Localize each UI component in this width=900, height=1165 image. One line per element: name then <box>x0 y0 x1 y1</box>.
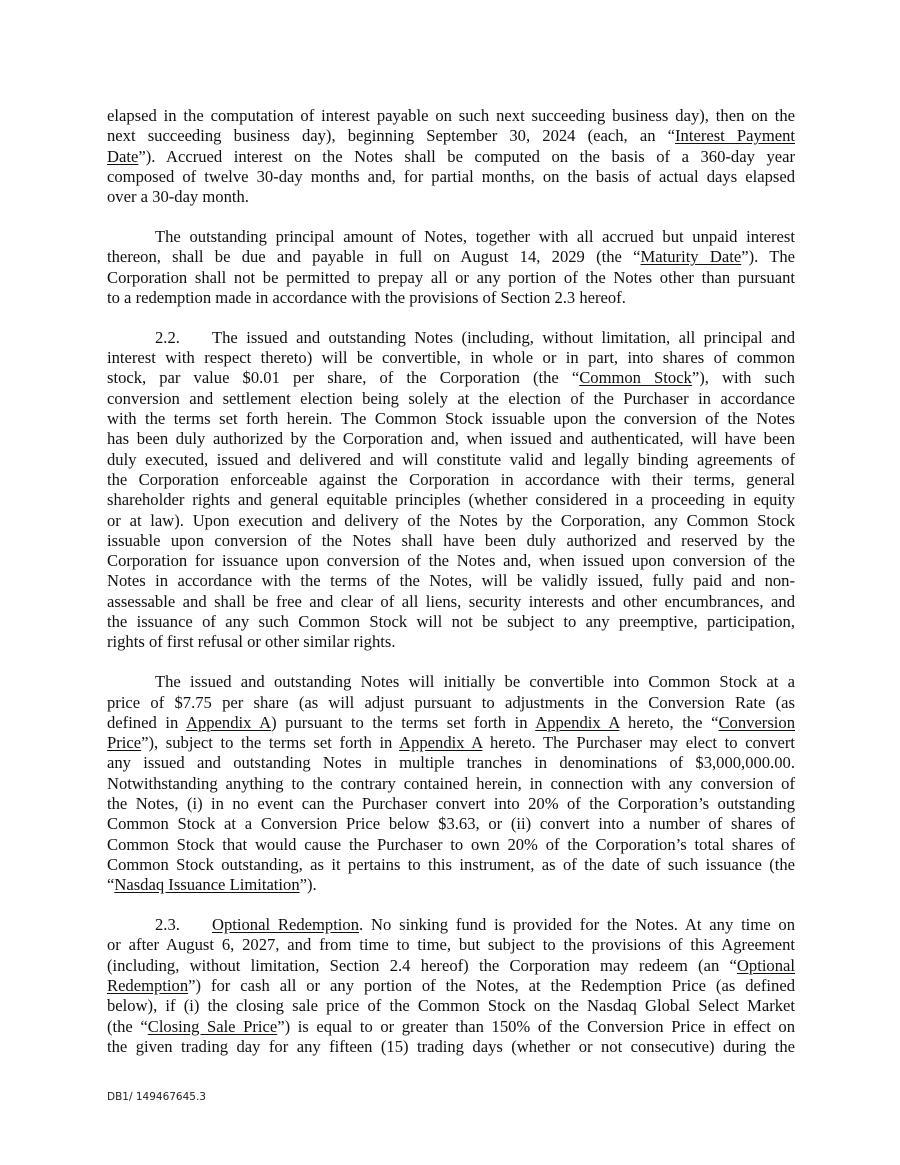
text-run: Common Stock outstanding, as it pertains to this instrument, as of the date of such issuance (the <box>107 854 795 874</box>
text-run: The outstanding principal amount of Notes, together with all accrued but unpaid interest <box>155 227 795 247</box>
text-run: to a redemption made in accordance with the provisions of Section 2.3 hereof. <box>107 287 626 307</box>
text-run: (the “ <box>107 1016 148 1036</box>
text-run: conversion and settlement election being solely at the election of the Purchaser in accordance <box>107 388 795 408</box>
defined-term: Closing Sale Price <box>147 1016 278 1036</box>
document-body <box>107 106 795 1077</box>
text-run: Notwithstanding anything to the contrary contained herein, in connection with any conversion of <box>107 773 795 793</box>
section-number: 2.2. <box>155 327 180 347</box>
text-line <box>107 551 795 571</box>
text-run: duly executed, issued and delivered and will constitute valid and legally binding agreements of <box>107 449 795 469</box>
text-run: ”). The <box>741 247 796 267</box>
text-line <box>107 490 795 510</box>
defined-term: Redemption <box>107 975 189 995</box>
text-run: ”). Accrued interest on the Notes shall be computed on the basis of a 360-day year <box>138 146 795 166</box>
text-run: ”) for cash all or any portion of the Notes, at the Redemption Price (as defined <box>188 975 795 995</box>
text-run: or at law). Upon execution and delivery of the Notes by the Corporation, any Common Stock <box>107 510 795 530</box>
text-line <box>107 429 795 449</box>
defined-term: Price <box>107 733 142 753</box>
text-line <box>107 227 795 247</box>
text-line <box>107 187 795 207</box>
text-line <box>107 814 795 834</box>
text-line <box>107 956 795 976</box>
paragraph <box>107 915 795 1057</box>
text-line <box>107 794 795 814</box>
text-line <box>107 996 795 1016</box>
text-line <box>107 328 795 348</box>
text-run: the given trading day for any fifteen (15) trading days (whether or not consecutive) during the <box>107 1036 795 1056</box>
defined-term: Common Stock <box>579 368 692 388</box>
text-line <box>107 268 795 288</box>
text-line <box>107 288 795 308</box>
defined-term: Interest Payment <box>675 126 795 146</box>
text-run: rights of first refusal or other similar rights. <box>107 632 396 652</box>
text-run: defined in <box>107 712 186 732</box>
text-run: (including, without limitation, Section 2.4 hereof) the Corporation may redeem (an “ <box>107 955 737 975</box>
text-run: price of $7.75 per share (as will adjust pursuant to adjustments in the Conversion Rate (as <box>107 692 795 712</box>
defined-term: Nasdaq Issuance Limitation <box>114 875 300 895</box>
text-line <box>107 915 795 935</box>
defined-term: Optional <box>736 955 795 975</box>
text-line <box>107 875 795 895</box>
text-run: issuable upon conversion of the Notes shall have been duly authorized and reserved by the <box>107 530 795 550</box>
text-run: stock, par value $0.01 per share, of the Corporation (the “ <box>107 368 580 388</box>
text-run: elapsed in the computation of interest payable on such next succeeding business day), then on the <box>107 106 795 125</box>
text-run: has been duly authorized by the Corporation and, when issued and authenticated, will have been <box>107 429 795 449</box>
text-run: hereto. The Purchaser may elect to convert <box>482 733 795 753</box>
text-run: Notes in accordance with the terms of the Notes, will be validly issued, fully paid and non- <box>107 571 795 591</box>
text-run: any issued and outstanding Notes in multiple tranches in denominations of $3,000,000.00. <box>107 753 795 773</box>
defined-term: Appendix A <box>399 733 483 753</box>
text-run: the Notes, (i) in no event can the Purchaser convert into 20% of the Corporation’s outstanding <box>107 793 795 813</box>
text-run: ”), subject to the terms set forth in <box>141 733 400 753</box>
text-line <box>107 348 795 368</box>
section-number: 2.3. <box>155 915 180 935</box>
text-line <box>107 592 795 612</box>
text-run: ”) is equal to or greater than 150% of the Conversion Price in effect on <box>277 1016 795 1036</box>
defined-term: Maturity Date <box>640 247 742 267</box>
paragraph <box>107 328 795 653</box>
text-line <box>107 368 795 388</box>
text-line <box>107 976 795 996</box>
text-run: next succeeding business day), beginning September 30, 2024 (each, an “ <box>107 126 676 146</box>
text-line <box>107 713 795 733</box>
text-run: shareholder rights and general equitable principles (whether considered in a proceeding in equity <box>107 490 795 510</box>
text-run: thereon, shall be due and payable in full on August 14, 2029 (the “ <box>107 247 641 267</box>
text-run: assessable and shall be free and clear of all liens, security interests and other encumbrances, and <box>107 591 795 611</box>
text-line <box>107 774 795 794</box>
text-line <box>107 835 795 855</box>
paragraph <box>107 227 795 308</box>
text-line <box>107 855 795 875</box>
text-line <box>107 612 795 632</box>
text-line <box>107 126 795 146</box>
text-line <box>107 531 795 551</box>
text-line <box>107 1017 795 1037</box>
text-line <box>107 409 795 429</box>
text-run: the Corporation enforceable against the Corporation in accordance with their terms, general <box>107 469 795 489</box>
text-run: The issued and outstanding Notes will initially be convertible into Common Stock at a <box>155 672 795 692</box>
text-run: “ <box>107 875 115 895</box>
text-run: Corporation for issuance upon conversion of the Notes and, when issued upon conversion of the <box>107 551 795 571</box>
text-line <box>107 167 795 187</box>
text-run: ”). <box>299 875 317 895</box>
text-line <box>107 106 795 126</box>
text-line <box>107 511 795 531</box>
text-line <box>107 571 795 591</box>
text-run: Common Stock at a Conversion Price below $3.63, or (ii) convert into a number of shares of <box>107 814 795 834</box>
text-run: ”), with such <box>691 368 795 388</box>
text-line <box>107 470 795 490</box>
text-line <box>107 733 795 753</box>
text-run: hereto, the “ <box>619 712 719 732</box>
defined-term: Appendix A <box>535 712 620 732</box>
text-run: ) pursuant to the terms set forth in <box>271 712 536 732</box>
paragraph <box>107 106 795 207</box>
text-run: the issuance of any such Common Stock will not be subject to any preemptive, participation, <box>107 612 795 632</box>
text-run: over a 30-day month. <box>107 187 249 207</box>
text-run: interest with respect thereto) will be convertible, in whole or in part, into shares of common <box>107 348 795 368</box>
text-run: below), if (i) the closing sale price of the Common Stock on the Nasdaq Global Select Market <box>107 996 795 1016</box>
text-line <box>107 753 795 773</box>
text-run: with the terms set forth herein. The Common Stock issuable upon the conversion of the Notes <box>107 409 795 429</box>
text-run: or after August 6, 2027, and from time to time, but subject to the provisions of this Agreement <box>107 935 795 955</box>
text-line <box>107 247 795 267</box>
paragraph <box>107 672 795 895</box>
text-run: Corporation shall not be permitted to prepay all or any portion of the Notes other than pursuant <box>107 267 795 287</box>
text-line <box>107 632 795 652</box>
text-line <box>107 450 795 470</box>
text-run: . No sinking fund is provided for the Notes. At any time on <box>359 915 795 935</box>
text-line <box>107 1037 795 1057</box>
text-run: The issued and outstanding Notes (including, without limitation, all principal and <box>212 327 795 347</box>
text-line <box>107 389 795 409</box>
defined-term: Conversion <box>718 712 795 732</box>
text-line <box>107 693 795 713</box>
text-line <box>107 935 795 955</box>
text-run: composed of twelve 30-day months and, for partial months, on the basis of actual days elapsed <box>107 166 795 186</box>
defined-term: Date <box>107 146 139 166</box>
document-id-footer: DB1/ 149467645.3 <box>107 1091 206 1103</box>
defined-term: Appendix A <box>185 712 272 732</box>
text-line <box>107 672 795 692</box>
defined-term: Optional Redemption <box>212 915 360 935</box>
text-run: Common Stock that would cause the Purchaser to own 20% of the Corporation’s total shares of <box>107 834 795 854</box>
text-line <box>107 147 795 167</box>
